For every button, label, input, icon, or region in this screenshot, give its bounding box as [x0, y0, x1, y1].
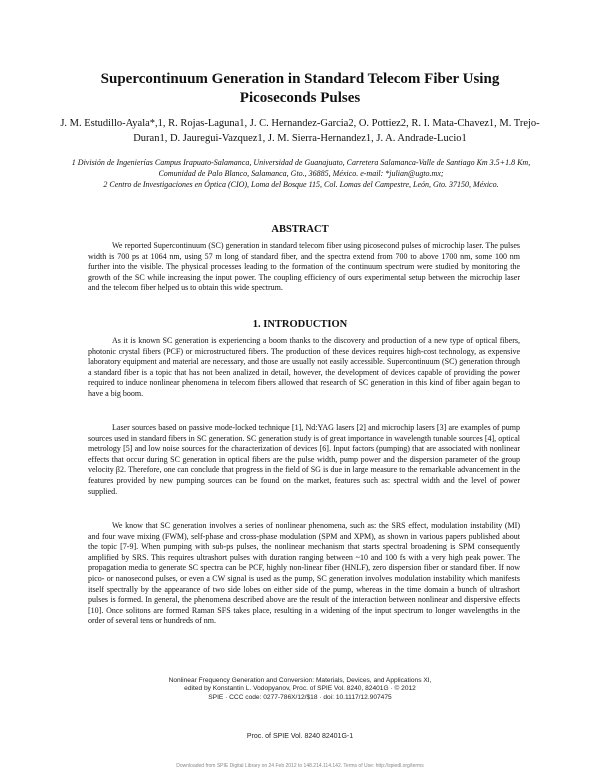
publication-line-2: edited by Konstantin L. Vodopyanov, Proc. of SPIE Vol. 8240, 82401G · © 2012 [184, 685, 416, 693]
publication-line-3: SPIE · CCC code: 0277-786X/12/$18 · doi: 10.1117/12.907475 [208, 693, 392, 701]
abstract-heading: ABSTRACT [271, 224, 329, 235]
intro-paragraph-2: Laser sources based on passive mode-locked technique [1], Nd:YAG lasers [2] and microchip lasers [3] are examples of pump sources used in standard fibers in SC generation. SC generation study is of great importance in wavelength tunable sources [4], optical metrology [5] and low noise sources for the characterization of devices [6]. Input factors (pumping) that are associated with nonlinear effects that occur during SC generation in optical fibers are the pulse width, pump power and the dispersion parameter of the group velocity β2. Therefore, one can conclude that progress in the field of SG is due in large measure to the remarkable advancement in the features provided by new pumping sources can be found on the market, features such as: spectral width and the level of power supplied. [88, 423, 520, 496]
intro-paragraph-3: We know that SC generation involves a series of nonlinear phenomena, such as: the SRS effect, modulation instability (MI) and four wave mixing (FWM), self-phase and cross-phase modulation (SPM and XPM), as shown in various papers published about the topic [7-9]. When pumping with sub-ps pulses, the nonlinear mechanism that starts spectral broadening is SPM consequently amplified by SRS. This requires ultrashort pulses with duration ranging between ~10 and 100 fs with a very high peak power. The propagation media to generate SC spectra can be PCF, highly non-linear fiber (HNLF), zero dispersion fiber or standard fiber. If now pico- or nanosecond pulses, or even a CW signal is used as the pump, SC generation involves modulation instability which manifests itself spectrally by the appearance of two side lobes on either side of the pump, whereas in the time domain a bunch of ultrashort pulses is formed. In general, the phenomena described above are the result of the interaction between nonlinear and dispersive effects [10]. Once solitons are formed Raman SFS takes place, resulting in a widening of the input spectrum to longer wavelengths in the order of several tens or hundreds of nm. [88, 521, 520, 626]
affiliation-1: 1 División de Ingenierías Campus Irapuato-Salamanca, Universidad de Guanajuato, Carretera Salamanca-Valle de Santiago Km 3.5+1.8 Km, Comunidad de Palo Blanco, Salamanca, Gto., 36885, México. e-mail: *julian@ugto.mx; [71, 158, 531, 178]
download-notice: Downloaded from SPIE Digital Library on 24 Feb 2012 to 148.214.114.142. Terms of Use: http://spiedl.org/terms [176, 763, 424, 769]
paper-title: Supercontinuum Generation in Standard Telecom Fiber Using Picoseconds Pulses [100, 71, 500, 106]
author-list: J. M. Estudillo-Ayala*,1, R. Rojas-Laguna1, J. C. Hernandez-Garcia2, O. Pottiez2, R. I. Mata-Chavez1, M. Trejo-Duran1, D. Jauregui-Vazquez1, J. M. Sierra-Hernandez1, J. A. Andrade-Lucio1 [60, 118, 540, 144]
affiliations [66, 157, 536, 190]
intro-paragraph-1: As it is known SC generation is experiencing a boom thanks to the discovery and production of a new type of optical fibers, photonic crystal fibers (PCF) or microstructured fibers. The production of these devices requires high-cost technology, as expensive laboratory equipment and material are necessary, and those are usually not easily accessible. Supercontinuum (SC) generation through a standard fiber is a topic that has not been analized in detail, however, the development of devices capable of providing the power required to induce nonlinear phenomena in telecom fibers allowed that research of SC generation in this kind of fiber again began to have a big boom. [88, 336, 520, 398]
publication-line-1: Nonlinear Frequency Generation and Conversion: Materials, Devices, and Applications XI, [168, 677, 432, 684]
affiliation-2: 2 Centro de Investigaciones en Óptica (CIO), Loma del Bosque 115, Col. Lomas del Campestre, León, Gto. 37150, México. [103, 180, 499, 189]
section-heading: 1. INTRODUCTION [252, 319, 348, 330]
publication-info [100, 677, 500, 702]
page-number-label: Proc. of SPIE Vol. 8240 82401G-1 [246, 733, 354, 740]
abstract-text: We reported Supercontinuum (SC) generation in standard telecom fiber using picosecond pulses of microchip laser. The pulses width is 700 ps at 1064 nm, using 57 m long of standard fiber, and the spectra extend from 700 to above 1700 nm, some 100 nm further into the visible. The physical processes leading to the formation of the continuum spectrum were studied by monitoring the growth of the SC while increasing the input power. The coupling efficiency of ours experimental setup between the microchip laser and the telecom fiber helped us to obtain this wide spectrum. [88, 241, 520, 293]
